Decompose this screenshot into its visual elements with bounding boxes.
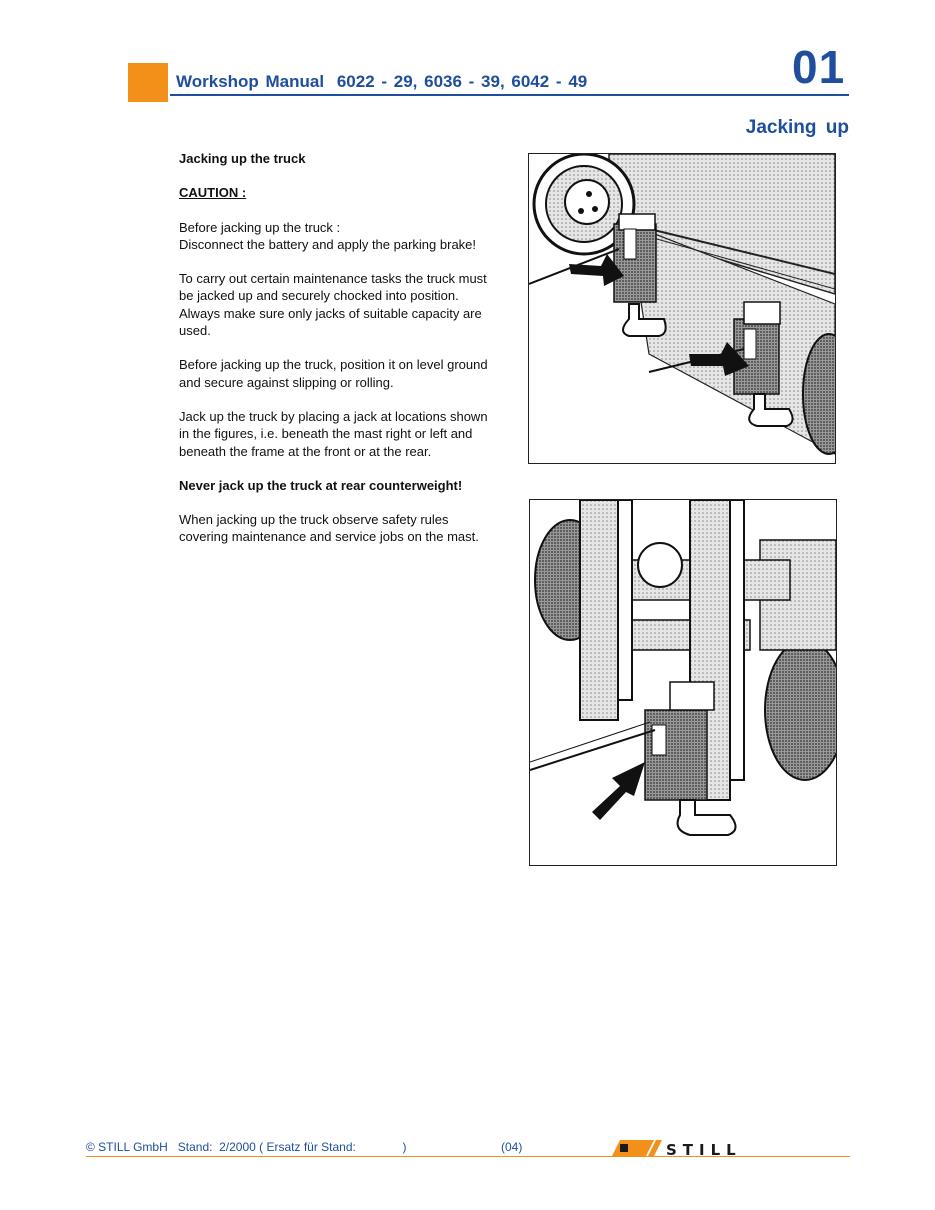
maintenance-text: To carry out certain maintenance tasks the truck must be jacked up and securely chocked into position. — [179, 271, 487, 304]
logo-text: STILL — [666, 1141, 742, 1159]
level-ground-paragraph: Before jacking up the truck, position it on level ground and secure against slipping or rolling. — [179, 357, 488, 390]
still-logo — [606, 1138, 771, 1160]
figure-jack-under-mast — [529, 499, 837, 866]
header-rule — [170, 94, 849, 96]
caution-label: CAUTION : — [179, 185, 247, 201]
caution-line-2: Disconnect the battery and apply the parking brake! — [179, 236, 477, 252]
body-heading: Jacking up the truck — [179, 151, 306, 166]
counterweight-warning: Never jack up the truck at rear counterweight! — [179, 477, 463, 493]
footer-copyright: © STILL GmbH Stand: 2/2000 ( Ersatz für Stand: ) — [86, 1140, 407, 1154]
header-title — [176, 72, 593, 92]
jack-locations-paragraph: Jack up the truck by placing a jack at locations shown in the figures, i.e. beneath the mast right or left and beneath the frame at the front or at the rear. — [179, 408, 488, 459]
caution-text — [179, 219, 499, 254]
section-title: Jacking up — [745, 117, 849, 138]
chapter-number: 01 — [792, 41, 846, 93]
model-numbers: 6022 - 29, 6036 - 39, 6042 - 49 — [336, 72, 588, 91]
footer-page-code: (04) — [501, 1140, 523, 1154]
header-accent-block — [128, 63, 168, 102]
body-text — [179, 150, 499, 563]
manual-title: Workshop Manual — [176, 72, 325, 91]
capacity-text: Always make sure only jacks of suitable capacity are used. — [179, 305, 482, 339]
jack-under-mast-illustration — [530, 500, 836, 865]
caution-line-1: Before jacking up the truck : — [179, 219, 341, 235]
safety-rules-paragraph: When jacking up the truck observe safety rules covering maintenance and service jobs on the mast. — [179, 512, 479, 545]
maintenance-paragraph — [179, 270, 499, 339]
figure-jack-under-frame — [528, 153, 836, 464]
jack-under-frame-illustration — [529, 154, 835, 463]
